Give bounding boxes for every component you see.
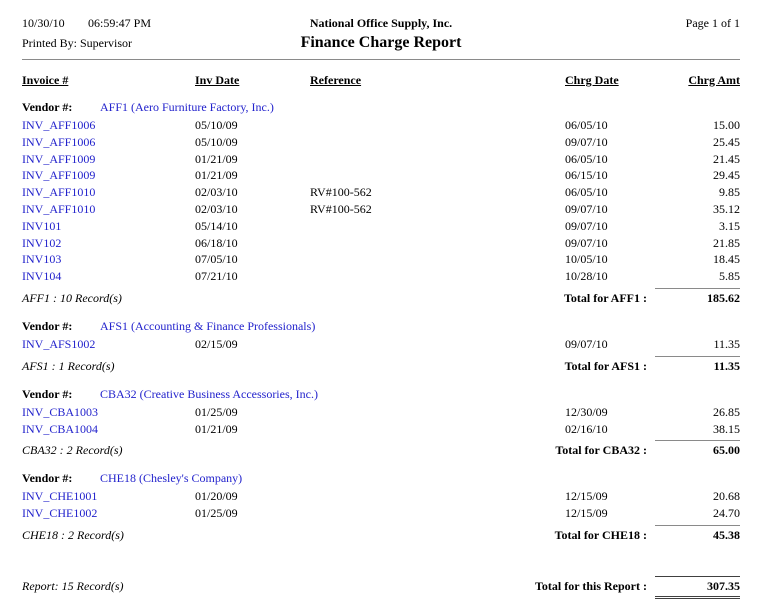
- reference-cell: [310, 336, 565, 353]
- invoice-row: [22, 201, 740, 218]
- group-total-amount: 45.38: [655, 525, 740, 543]
- vendor-name-link[interactable]: CBA32 (Creative Business Accessories, Inc.): [100, 386, 318, 401]
- chrg-date-cell: 06/05/10: [565, 118, 608, 132]
- column-header-inv-date: Inv Date: [195, 73, 240, 87]
- chrg-date-cell: 02/16/10: [565, 421, 608, 436]
- chrg-amt-cell: 11.35: [713, 336, 740, 351]
- report-header-line2: [22, 34, 740, 53]
- chrg-amt-cell: 20.68: [713, 489, 740, 504]
- vendor-header-row: [22, 469, 740, 488]
- column-header-chrg-date: Chrg Date: [565, 73, 619, 87]
- chrg-date-cell: 09/07/10: [565, 134, 608, 149]
- report-header-line1: [22, 16, 740, 31]
- vendor-name-link[interactable]: CHE18 (Chesley's Company): [100, 471, 243, 486]
- inv-date-cell: 01/20/09: [195, 489, 238, 504]
- invoice-row: [22, 134, 740, 151]
- invoice-row: [22, 117, 740, 134]
- column-header-invoice: Invoice #: [22, 73, 69, 87]
- invoice-link[interactable]: INV101: [22, 218, 62, 233]
- group-total-label: Total for CHE18 :: [554, 527, 647, 542]
- page-number: Page 1 of 1: [685, 16, 740, 30]
- chrg-amt-cell: 24.70: [713, 506, 740, 521]
- invoice-link[interactable]: INV_AFF1006: [22, 118, 96, 132]
- invoice-row: [22, 184, 740, 201]
- printed-by: Printed By: Supervisor: [22, 36, 132, 50]
- inv-date-cell: 06/18/10: [195, 235, 238, 250]
- report-summary-row: [22, 576, 740, 599]
- chrg-amt-cell: 25.45: [713, 134, 740, 149]
- invoice-row: [22, 268, 740, 285]
- inv-date-cell: 05/14/10: [195, 218, 238, 233]
- groups: [22, 98, 740, 546]
- chrg-amt-cell: 38.15: [713, 421, 740, 436]
- reference-cell: RV#100-562: [310, 201, 372, 216]
- report-title: Finance Charge Report: [300, 34, 462, 51]
- reference-cell: [310, 218, 565, 235]
- chrg-date-cell: 12/15/09: [565, 506, 608, 521]
- chrg-date-cell: 09/07/10: [565, 235, 608, 250]
- vendor-number-label: Vendor #:: [22, 471, 73, 486]
- invoice-link[interactable]: INV_AFF1009: [22, 151, 96, 166]
- invoice-row: [22, 505, 740, 522]
- column-header-chrg-amt: Chrg Amt: [688, 73, 740, 87]
- chrg-amt-cell: 35.12: [713, 201, 740, 216]
- chrg-date-cell: 10/05/10: [565, 252, 608, 267]
- vendor-header-row: [22, 98, 740, 117]
- inv-date-cell: 01/25/09: [195, 404, 238, 419]
- chrg-amt-cell: 18.45: [713, 252, 740, 267]
- report-date: 10/30/10: [22, 16, 65, 30]
- report-total-amount: 307.35: [655, 576, 740, 599]
- invoice-row: [22, 336, 740, 353]
- group-total-amount: 11.35: [655, 356, 740, 374]
- chrg-amt-cell: 5.85: [719, 269, 740, 284]
- reference-cell: RV#100-562: [310, 185, 372, 200]
- chrg-date-cell: 12/30/09: [565, 404, 608, 419]
- report-total-label: Total for this Report :: [535, 578, 647, 593]
- invoice-link[interactable]: INV_AFF1010: [22, 201, 96, 216]
- chrg-date-cell: 09/07/10: [565, 336, 608, 351]
- inv-date-cell: 07/21/10: [195, 269, 238, 284]
- vendor-group: [22, 98, 740, 309]
- reference-cell: [310, 404, 565, 421]
- group-total-label: Total for AFF1 :: [564, 290, 647, 305]
- inv-date-cell: 07/05/10: [195, 252, 238, 267]
- chrg-date-cell: 09/07/10: [565, 218, 608, 233]
- group-record-count: AFS1 : 1 Record(s): [22, 358, 115, 373]
- invoice-link[interactable]: INV_CHE1001: [22, 489, 98, 504]
- reference-cell: [310, 505, 565, 522]
- invoice-link[interactable]: INV_CBA1004: [22, 421, 99, 436]
- header-divider: [22, 59, 740, 60]
- column-header-reference: Reference: [310, 73, 362, 87]
- chrg-date-cell: 06/05/10: [565, 185, 608, 200]
- reference-cell: [310, 117, 565, 134]
- vendor-group: [22, 469, 740, 546]
- invoice-link[interactable]: INV102: [22, 235, 62, 250]
- group-record-count: CBA32 : 2 Record(s): [22, 443, 123, 458]
- chrg-date-cell: 12/15/09: [565, 489, 608, 504]
- report-time: 06:59:47 PM: [88, 16, 152, 30]
- inv-date-cell: 02/03/10: [195, 201, 238, 216]
- group-total-label: Total for AFS1 :: [564, 358, 647, 373]
- vendor-number-label: Vendor #:: [22, 386, 73, 401]
- group-summary-row: [22, 356, 740, 377]
- chrg-amt-cell: 9.85: [719, 185, 740, 200]
- invoice-row: [22, 235, 740, 252]
- invoice-row: [22, 218, 740, 235]
- reference-cell: [310, 421, 565, 438]
- inv-date-cell: 01/21/09: [195, 151, 238, 166]
- inv-date-cell: 05/10/09: [195, 134, 238, 149]
- inv-date-cell: 05/10/09: [195, 118, 238, 132]
- chrg-amt-cell: 21.45: [713, 151, 740, 166]
- chrg-amt-cell: 15.00: [713, 118, 740, 132]
- invoice-link[interactable]: INV_AFF1010: [22, 185, 96, 200]
- vendor-group: [22, 317, 740, 377]
- invoice-row: [22, 151, 740, 168]
- group-total-amount: 65.00: [655, 440, 740, 458]
- vendor-number-label: Vendor #:: [22, 100, 73, 114]
- chrg-amt-cell: 21.85: [713, 235, 740, 250]
- reference-cell: [310, 151, 565, 168]
- invoice-link[interactable]: INV104: [22, 269, 62, 284]
- invoice-link[interactable]: INV_AFF1009: [22, 168, 96, 183]
- invoice-link[interactable]: INV_CBA1003: [22, 404, 99, 419]
- group-summary-row: [22, 288, 740, 309]
- group-summary-row: [22, 440, 740, 461]
- reference-cell: [310, 268, 565, 285]
- inv-date-cell: 01/21/09: [195, 168, 238, 183]
- group-summary-row: [22, 525, 740, 546]
- inv-date-cell: 02/15/09: [195, 336, 238, 351]
- group-total-label: Total for CBA32 :: [555, 443, 647, 458]
- reference-cell: [310, 251, 565, 268]
- vendor-group: [22, 385, 740, 462]
- invoice-link[interactable]: INV_CHE1002: [22, 506, 98, 521]
- vendor-header-row: [22, 385, 740, 404]
- reference-cell: [310, 235, 565, 252]
- invoice-link[interactable]: INV_AFS1002: [22, 336, 96, 351]
- invoice-row: [22, 167, 740, 184]
- inv-date-cell: 02/03/10: [195, 185, 238, 200]
- invoice-row: [22, 488, 740, 505]
- reference-cell: [310, 134, 565, 151]
- group-record-count: AFF1 : 10 Record(s): [22, 290, 122, 305]
- group-total-amount: 185.62: [655, 288, 740, 306]
- vendor-header-row: [22, 317, 740, 336]
- chrg-amt-cell: 26.85: [713, 404, 740, 419]
- inv-date-cell: 01/21/09: [195, 421, 238, 436]
- invoice-row: [22, 421, 740, 438]
- chrg-amt-cell: 3.15: [719, 218, 740, 233]
- vendor-name-link[interactable]: AFF1 (Aero Furniture Factory, Inc.): [100, 100, 274, 114]
- inv-date-cell: 01/25/09: [195, 506, 238, 521]
- reference-cell: [310, 167, 565, 184]
- invoice-link[interactable]: INV_AFF1006: [22, 134, 96, 149]
- chrg-date-cell: 06/15/10: [565, 168, 608, 183]
- vendor-name-link[interactable]: AFS1 (Accounting & Finance Professionals): [100, 318, 316, 333]
- reference-cell: [310, 488, 565, 505]
- chrg-date-cell: 09/07/10: [565, 201, 608, 216]
- report-record-count: Report: 15 Record(s): [22, 578, 124, 593]
- group-record-count: CHE18 : 2 Record(s): [22, 527, 124, 542]
- invoice-link[interactable]: INV103: [22, 252, 62, 267]
- vendor-number-label: Vendor #:: [22, 318, 73, 333]
- chrg-amt-cell: 29.45: [713, 168, 740, 183]
- company-name: National Office Supply, Inc.: [309, 16, 453, 30]
- chrg-date-cell: 10/28/10: [565, 269, 608, 284]
- column-header-row: [22, 73, 740, 90]
- invoice-row: [22, 404, 740, 421]
- invoice-row: [22, 251, 740, 268]
- chrg-date-cell: 06/05/10: [565, 151, 608, 166]
